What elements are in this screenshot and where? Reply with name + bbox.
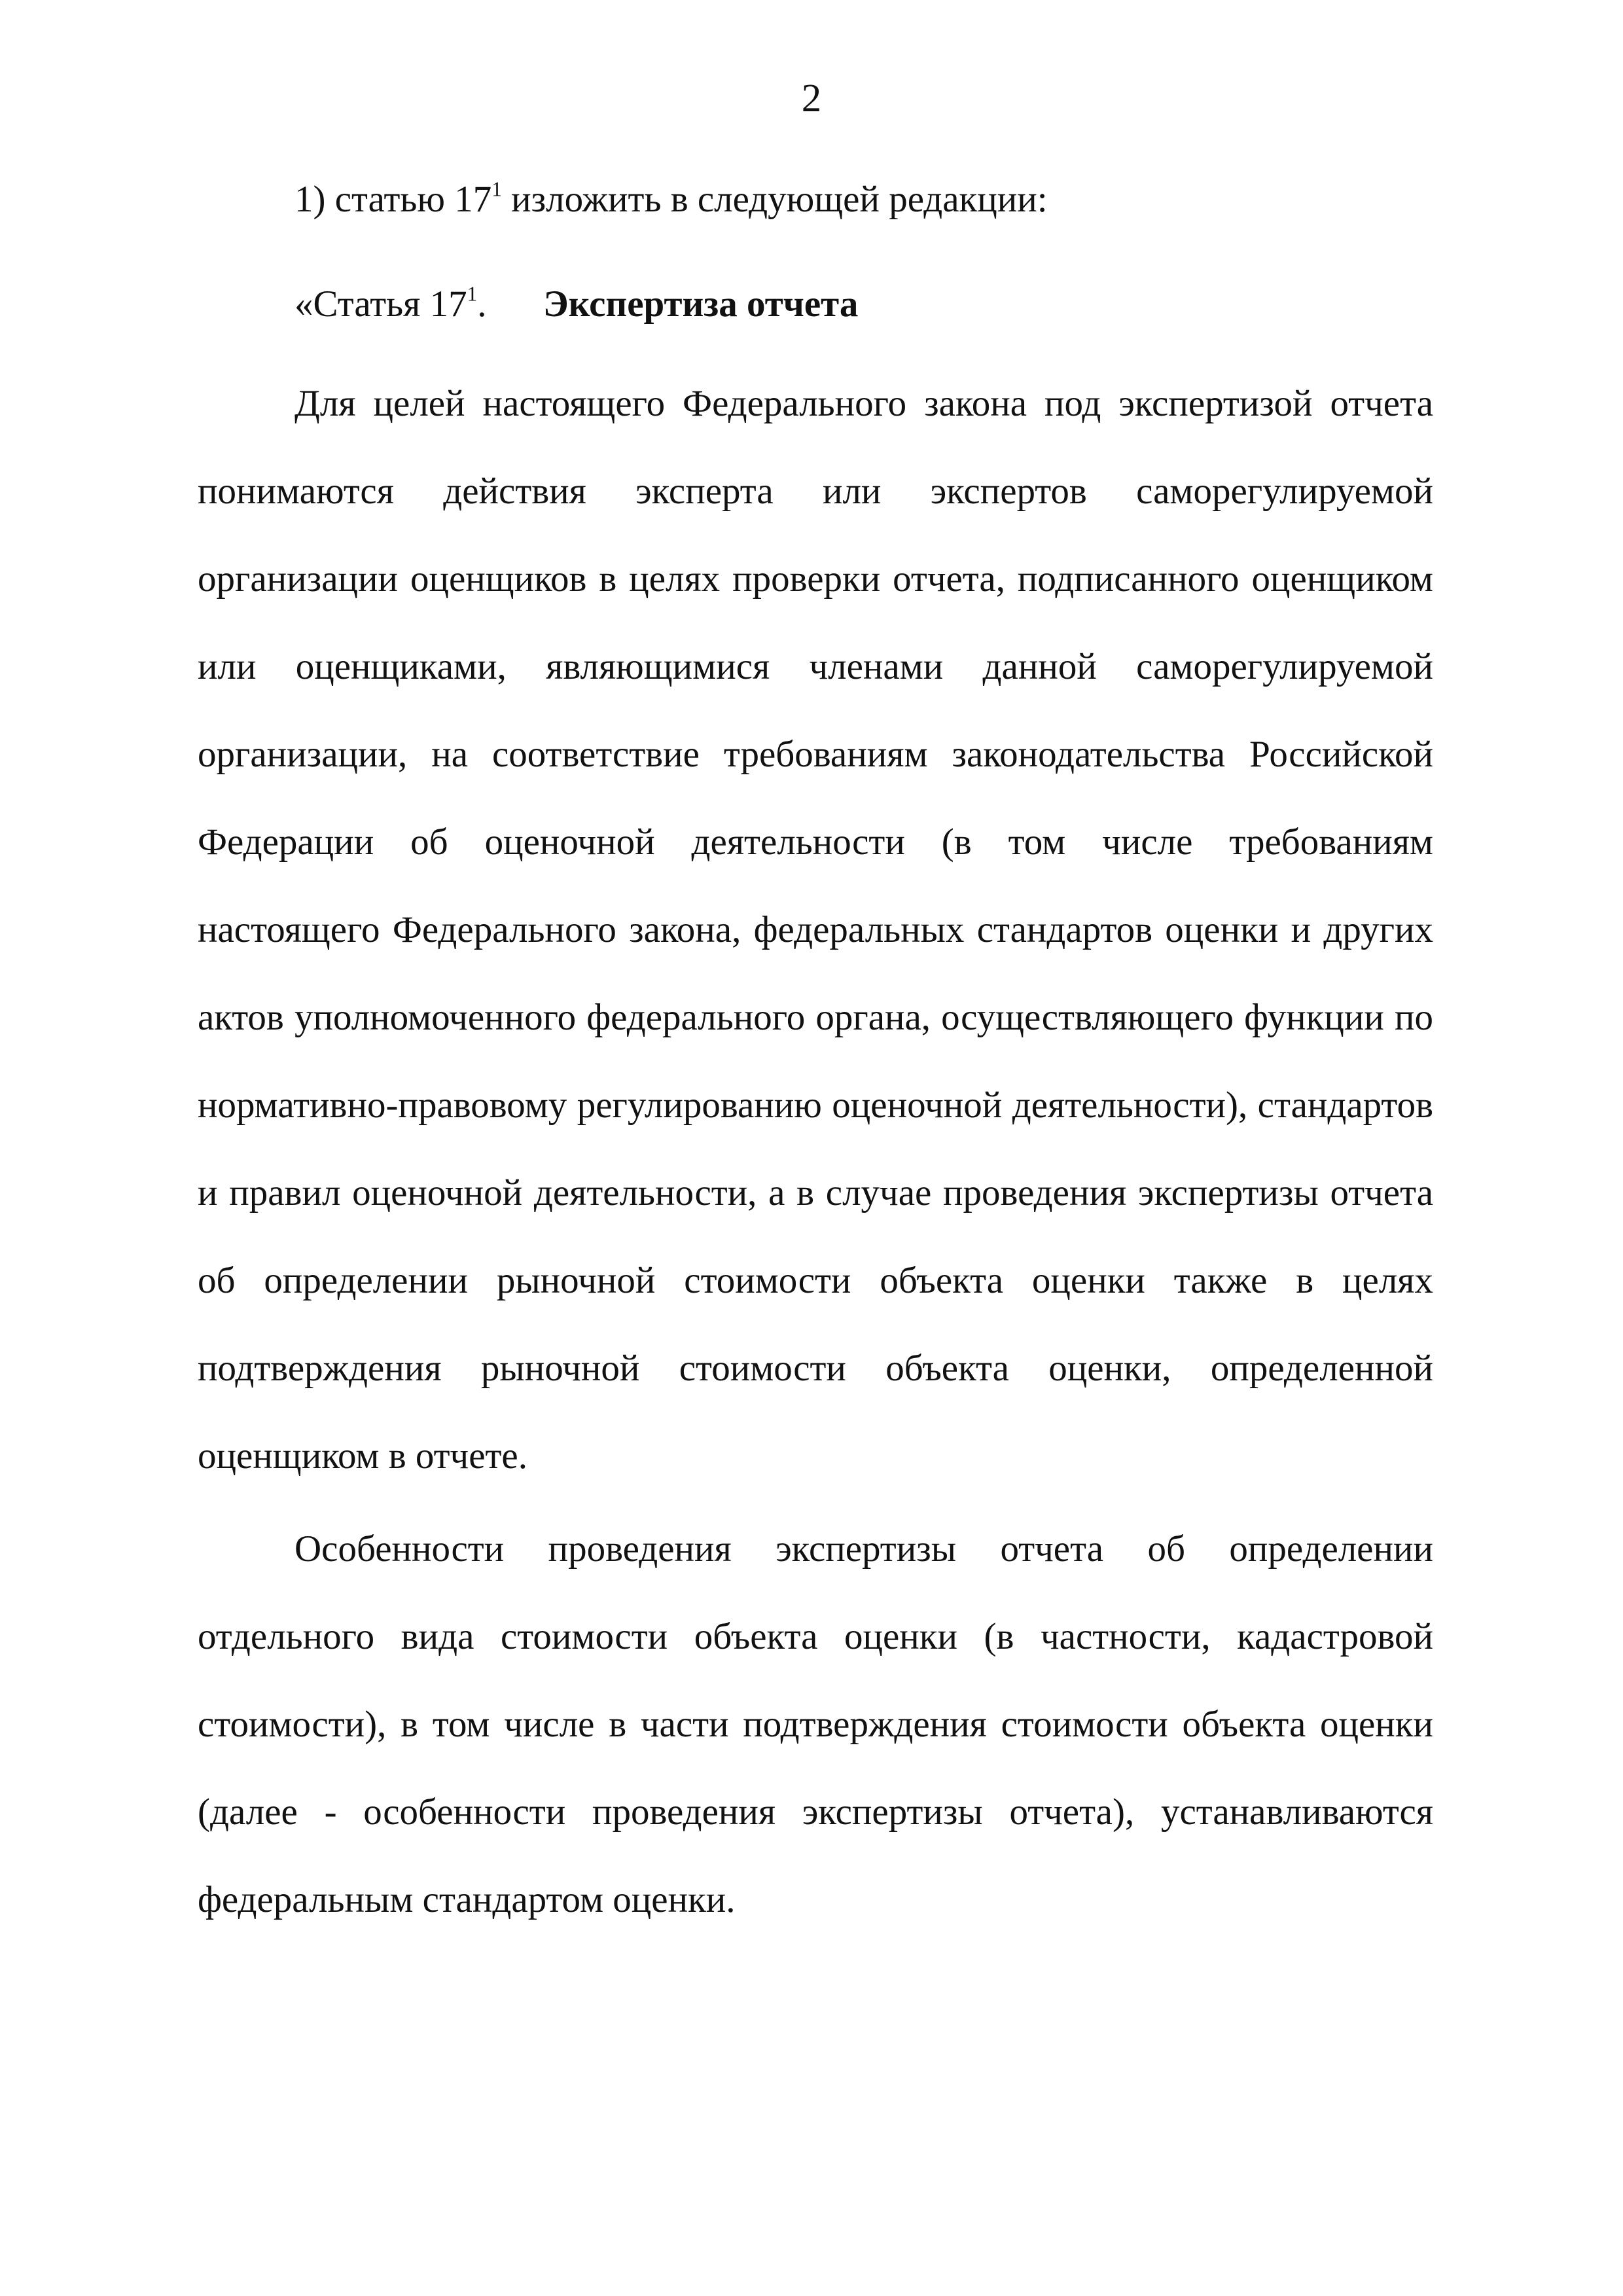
intro-text-start: 1) статью 17 — [294, 179, 492, 220]
article-label-superscript: 1 — [467, 282, 478, 306]
amendment-intro — [198, 171, 1433, 228]
article-label — [294, 276, 543, 332]
article-label-dot: . — [477, 283, 487, 325]
article-label-text: «Статья 17 — [294, 283, 467, 325]
intro-text-end: изложить в следующей редакции: — [501, 179, 1048, 220]
article-title: Экспертиза отчета — [543, 283, 859, 325]
paragraph-specifics: Особенности проведения экспертизы отчета об определении отдельного вида стоимости объекта оценки (в частности, кадастровой стоимости), в том числе в части подтверждения стоимости объекта оценки (далее - особенности проведения экспертизы отчета), устанавливаются федеральным стандартом оценки. — [198, 1528, 1433, 1920]
paragraph-definition: Для целей настоящего Федерального закона под экспертизой отчета понимаются действия эксперта или экспертов саморегулируемой организации оценщиков в целях проверки отчета, подписанного оценщиком или оценщиками, являющимися членами данной саморегулируемой организации, на соответствие требованиям законодательства Российской Федерации об оценочной деятельности (в том числе требованиям настоящего Федерального закона, федеральных стандартов оценки и других актов уполномоченного федерального органа, осуществляющего функции по нормативно-правовому регулированию оценочной деятельности), стандартов и правил оценочной деятельности, а в случае проведения экспертизы отчета об определении рыночной стоимости объекта оценки также в целях подтверждения рыночной стоимости объекта оценки, определенной оценщиком в отчете. — [198, 383, 1433, 1477]
article-heading — [294, 276, 858, 332]
page-number: 2 — [801, 77, 822, 120]
intro-superscript: 1 — [491, 177, 502, 201]
